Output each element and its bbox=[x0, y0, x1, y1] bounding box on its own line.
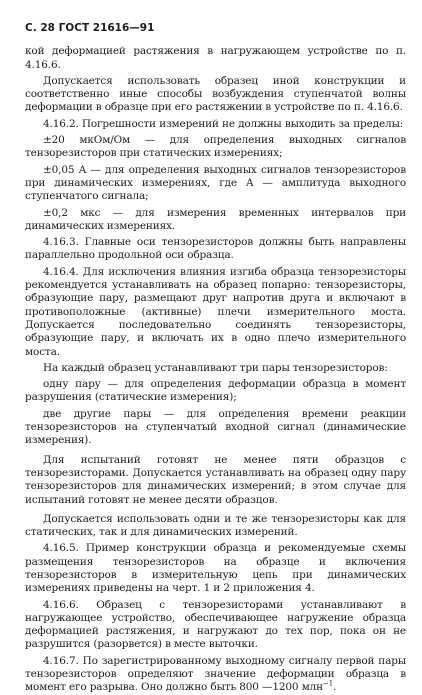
paragraph-text: На каждый образец устанавливают три пары тензорезисторов: bbox=[43, 361, 388, 374]
paragraph bbox=[25, 655, 406, 695]
paragraph bbox=[25, 362, 406, 375]
paragraph bbox=[25, 118, 406, 131]
paragraph bbox=[25, 599, 406, 652]
paragraph bbox=[25, 454, 406, 507]
superscript: −1 bbox=[323, 679, 334, 688]
paragraph-text: ±20 мкОм/Ом — для определения выходных сигналов тензорезисторов при статических измерениях; bbox=[25, 134, 406, 160]
paragraph bbox=[25, 207, 406, 234]
paragraph bbox=[25, 134, 406, 161]
paragraph-text: ±0,05 A — для определения выходных сигналов тензорезисторов при динамических измерениях, где A — амплитуда выходного ступенчатого сигнала; bbox=[25, 163, 406, 203]
paragraph-text: 4.16.5. Пример конструкции образца и рекомендуемые схемы размещения тензорезисторов на образце и включения тензорезисторов в измерительную цепь при динамических измерениях приведены на черт. 1 и 2 приложения 4. bbox=[25, 542, 406, 595]
paragraph-text: 4.16.7. По зарегистрированному выходному сигналу первой пары тензорезисторов определяют значение деформации образца в момент его разрыва. Оно должно быть 800 —1200 млн bbox=[25, 654, 406, 694]
paragraph bbox=[25, 45, 406, 72]
paragraph-text: 4.16.4. Для исключения влияния изгиба образца тензорезисторы рекомендуется устанавливать на образец попарно: тензорезисторы, образующие пару, размещают друг напротив друга и включают в противоположные (активные) плечи измерительного моста. Допускается последовательно соединять тензорезисторы, образующие пару, и включать их в одно плечо измерительного моста. bbox=[25, 265, 406, 358]
paragraph-tail: . bbox=[333, 681, 337, 694]
document-body bbox=[25, 45, 406, 694]
page-header: С. 28 ГОСТ 21616—91 bbox=[25, 22, 155, 34]
paragraph bbox=[25, 236, 406, 263]
paragraph bbox=[25, 75, 406, 115]
paragraph-text: 4.16.2. Погрешности измерений не должны выходить за пределы: bbox=[43, 117, 404, 130]
paragraph-text: Допускается использовать одни и те же тензорезисторы как для статических, так и для динамических измерений. bbox=[25, 512, 406, 539]
paragraph bbox=[25, 378, 406, 405]
paragraph-text: 4.16.6. Образец с тензорезисторами устанавливают в нагружающее устройство, обеспечивающее нагружение образца деформацией растяжения, и нагружают до тех пор, пока он не разрушится (разорвется) в месте выточки. bbox=[25, 598, 406, 651]
paragraph-text: кой деформацией растяжения в нагружающем устройстве по п. 4.16.6. bbox=[25, 45, 406, 71]
paragraph bbox=[25, 513, 406, 540]
paragraph-text: одну пару — для определения деформации образца в момент разрушения (статические измерения); bbox=[25, 378, 406, 404]
paragraph bbox=[25, 266, 406, 359]
paragraph bbox=[25, 542, 406, 595]
paragraph-text: две другие пары — для определения времени реакции тензорезисторов на ступенчатый входной сигнал (динамические измерения). bbox=[25, 407, 406, 447]
paragraph-text: Допускается использовать образец иной конструкции и соответственно иные способы возбуждения ступенчатой волны деформации в образце при его растяжении в устройстве по п. 4.16.6. bbox=[25, 74, 406, 114]
paragraph bbox=[25, 164, 406, 204]
paragraph-text: ±0,2 мкс — для измерения временных интервалов при динамических измерениях. bbox=[25, 206, 406, 232]
paragraph-text: Для испытаний готовят не менее пяти образцов с тензорезисторами. Допускается устанавливать на образец одну пару тензорезисторов для динамических измерений; в этом случае для испытаний готовят не менее десяти образцов. bbox=[25, 453, 406, 506]
paragraph-text: 4.16.3. Главные оси тензорезисторов должны быть направлены параллельно продольной оси образца. bbox=[25, 236, 406, 262]
paragraph bbox=[25, 408, 406, 448]
